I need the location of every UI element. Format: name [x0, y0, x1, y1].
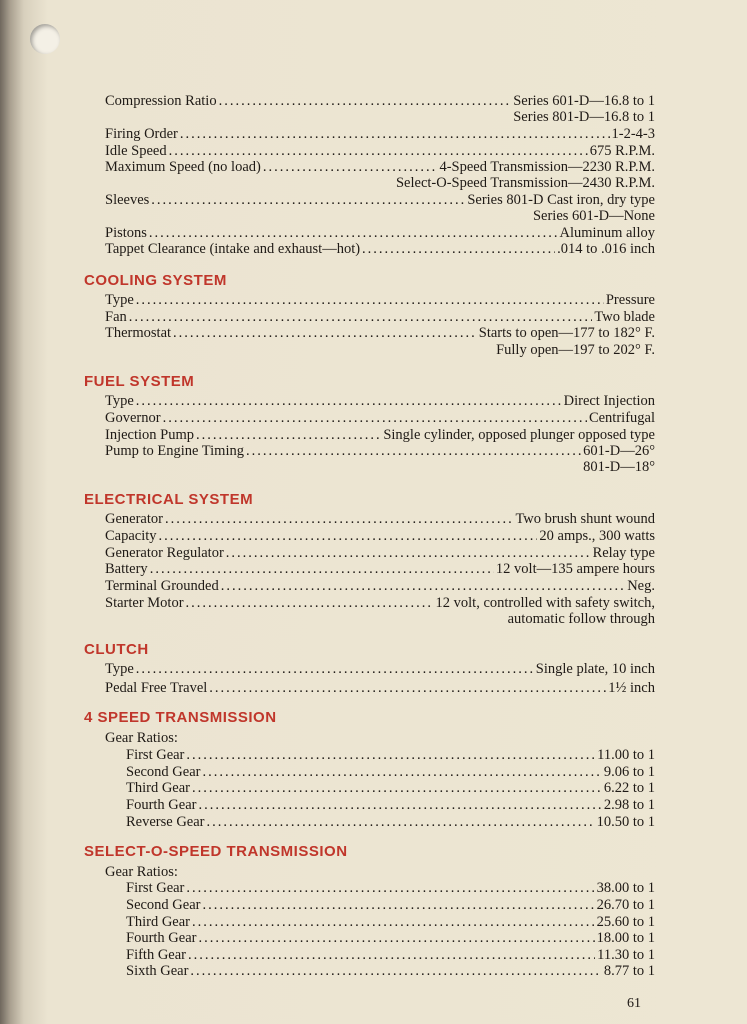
spec-label: Third Gear [126, 914, 191, 930]
spec-row-compression-ratio [105, 93, 655, 110]
spec-value: Two blade [594, 309, 655, 325]
spec-label: Tappet Clearance (intake and exhaust—hot) [105, 241, 361, 257]
spec-label: Generator Regulator [105, 545, 224, 561]
spec-value: 25.60 to 1 [596, 914, 655, 930]
spec-row-pump-timing [105, 443, 655, 460]
spec-label: Maximum Speed (no load) [105, 159, 261, 175]
section-heading-fuel: FUEL SYSTEM [84, 373, 195, 390]
gear-row-third [126, 914, 655, 931]
spec-label: Thermostat [105, 325, 172, 341]
spec-value: 601-D—26° [583, 443, 655, 459]
gear-ratios-label: Gear Ratios: [105, 864, 178, 880]
spec-label: Battery [105, 561, 148, 577]
gear-row-second [126, 764, 655, 781]
spec-value: 20 amps., 300 watts [539, 528, 655, 544]
spec-label: Sixth Gear [126, 963, 189, 979]
spec-label: Injection Pump [105, 427, 195, 443]
gear-row-fifth [126, 947, 655, 964]
spec-value-continued: 801-D—18° [583, 459, 655, 475]
leader-dots [226, 545, 591, 562]
gear-row-second [126, 897, 655, 914]
spec-value-continued: Fully open—197 to 202° F. [496, 342, 655, 358]
page-number: 61 [627, 996, 641, 1011]
spec-value: 11.30 to 1 [597, 947, 655, 963]
spec-value: Pressure [605, 292, 655, 308]
spec-label: Pedal Free Travel [105, 680, 208, 696]
spec-row-cooling-type [105, 292, 655, 309]
spec-value-continued: Select-O-Speed Transmission—2430 R.P.M. [395, 175, 655, 191]
spec-label: Governor [105, 410, 161, 426]
spec-value-continued: Series 801-D—16.8 to 1 [513, 109, 655, 125]
spec-value: 18.00 to 1 [596, 930, 655, 946]
leader-dots [186, 595, 434, 612]
spec-label: Sleeves [105, 192, 150, 208]
section-heading-4-speed: 4 SPEED TRANSMISSION [84, 709, 277, 726]
leader-dots [207, 814, 595, 831]
spec-row-capacity [105, 528, 655, 545]
section-heading-select-o-speed: SELECT-O-SPEED TRANSMISSION [84, 843, 348, 860]
spec-value: Centrifugal [588, 410, 655, 426]
spec-label: Pistons [105, 225, 147, 241]
gear-row-fourth [126, 930, 655, 947]
spec-value: 10.50 to 1 [596, 814, 655, 830]
spec-value: 11.00 to 1 [597, 747, 655, 763]
spec-value: 12 volt, controlled with safety switch, [435, 595, 655, 611]
leader-dots [192, 780, 602, 797]
spec-value: 1-2-4-3 [611, 126, 655, 142]
leader-dots [198, 930, 594, 947]
spec-row-sleeves [105, 192, 655, 209]
leader-dots [198, 797, 601, 814]
spec-label: Fourth Gear [126, 930, 197, 946]
spec-value: Series 801-D Cast iron, dry type [467, 192, 655, 208]
spec-value: Relay type [592, 545, 655, 561]
spec-row-starter-motor [105, 595, 655, 612]
leader-dots [362, 241, 555, 258]
spec-value: Aluminum alloy [559, 225, 655, 241]
spec-value: 26.70 to 1 [596, 897, 655, 913]
spec-row-pistons [105, 225, 655, 242]
spec-label: Compression Ratio [105, 93, 217, 109]
leader-dots [202, 897, 594, 914]
spec-value: 9.06 to 1 [603, 764, 655, 780]
spec-row-generator [105, 511, 655, 528]
gear-row-sixth [126, 963, 655, 980]
spec-label: First Gear [126, 880, 185, 896]
spec-row-fuel-type [105, 393, 655, 410]
spec-label: Second Gear [126, 764, 201, 780]
spec-value: 4-Speed Transmission—2230 R.P.M. [439, 159, 655, 175]
section-heading-cooling: COOLING SYSTEM [84, 272, 227, 289]
spec-value-continued: Series 601-D—None [532, 208, 655, 224]
spec-label: Type [105, 393, 134, 409]
spec-value: 1½ inch [608, 680, 655, 696]
gear-ratios-label: Gear Ratios: [105, 730, 178, 746]
leader-dots [263, 159, 438, 176]
spec-label: Fourth Gear [126, 797, 197, 813]
section-heading-clutch: CLUTCH [84, 641, 149, 658]
spec-label: Reverse Gear [126, 814, 205, 830]
spec-value: .014 to .016 inch [557, 241, 655, 257]
spec-value: Direct Injection [563, 393, 655, 409]
spec-label: Generator [105, 511, 163, 527]
gear-row-first [126, 747, 655, 764]
spec-label: Pump to Engine Timing [105, 443, 244, 459]
leader-dots [219, 93, 512, 110]
gear-row-third [126, 780, 655, 797]
spec-value: Neg. [627, 578, 655, 594]
spec-label: Second Gear [126, 897, 201, 913]
leader-dots [151, 192, 465, 209]
spec-row-maximum-speed [105, 159, 655, 176]
spec-value: Starts to open—177 to 182° F. [478, 325, 655, 341]
spec-value: 38.00 to 1 [596, 880, 655, 896]
leader-dots [169, 143, 588, 160]
spec-value: Single cylinder, opposed plunger opposed type [383, 427, 655, 443]
spec-label: Fan [105, 309, 127, 325]
spec-label: Capacity [105, 528, 157, 544]
leader-dots [165, 511, 513, 528]
spec-label: Third Gear [126, 780, 191, 796]
leader-dots [136, 661, 534, 678]
leader-dots [209, 680, 606, 697]
spec-label: Type [105, 661, 134, 677]
leader-dots [129, 309, 593, 326]
leader-dots [173, 325, 477, 342]
spec-value-continued: automatic follow through [507, 611, 655, 627]
spec-label: Idle Speed [105, 143, 167, 159]
spec-value: Series 601-D—16.8 to 1 [513, 93, 655, 109]
spec-row-tappet-clearance [105, 241, 655, 258]
spec-value: 675 R.P.M. [589, 143, 655, 159]
leader-dots [192, 914, 595, 931]
leader-dots [196, 427, 381, 444]
leader-dots [186, 880, 594, 897]
spec-value: 6.22 to 1 [603, 780, 655, 796]
spec-value: Single plate, 10 inch [535, 661, 655, 677]
spec-row-terminal-grounded [105, 578, 655, 595]
spec-value: 2.98 to 1 [603, 797, 655, 813]
spec-label: Fifth Gear [126, 947, 186, 963]
spec-row-fan [105, 309, 655, 326]
spec-row-idle-speed [105, 143, 655, 160]
leader-dots [190, 963, 601, 980]
spec-label: Starter Motor [105, 595, 184, 611]
leader-dots [221, 578, 625, 595]
gear-row-fourth [126, 797, 655, 814]
leader-dots [149, 225, 558, 242]
spec-row-generator-regulator [105, 545, 655, 562]
spec-row-battery [105, 561, 655, 578]
spec-label: Type [105, 292, 134, 308]
leader-dots [186, 747, 595, 764]
leader-dots [180, 126, 610, 143]
spec-row-pedal-free-travel [105, 680, 655, 697]
leader-dots [159, 528, 538, 545]
spec-value: 12 volt—135 ampere hours [495, 561, 655, 577]
gear-row-reverse [126, 814, 655, 831]
spec-row-firing-order [105, 126, 655, 143]
spec-value: 8.77 to 1 [603, 963, 655, 979]
spec-value: Two brush shunt wound [515, 511, 655, 527]
leader-dots [136, 292, 604, 309]
leader-dots [188, 947, 595, 964]
leader-dots [150, 561, 494, 578]
leader-dots [163, 410, 587, 427]
spec-row-thermostat [105, 325, 655, 342]
gear-row-first [126, 880, 655, 897]
leader-dots [246, 443, 581, 460]
section-heading-electrical: ELECTRICAL SYSTEM [84, 491, 254, 508]
spec-row-governor [105, 410, 655, 427]
spec-label: First Gear [126, 747, 185, 763]
spec-row-injection-pump [105, 427, 655, 444]
leader-dots [136, 393, 562, 410]
spec-label: Terminal Grounded [105, 578, 219, 594]
spec-label: Firing Order [105, 126, 178, 142]
spec-row-clutch-type [105, 661, 655, 678]
leader-dots [202, 764, 601, 781]
